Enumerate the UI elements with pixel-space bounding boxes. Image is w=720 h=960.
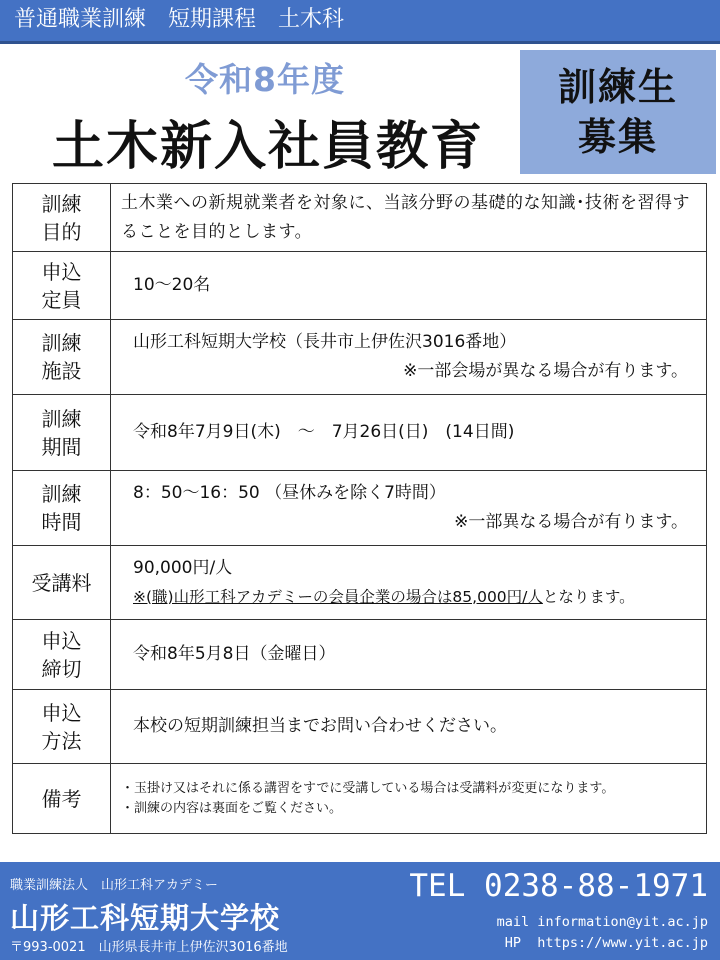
page-title: 土木新入社員教育 <box>51 117 484 177</box>
fee-note-member: ※(職)山形工科アカデミーの会員企業の場合は85,000円/人 <box>133 587 543 606</box>
purpose-text: 土木業への新規就業者を対象に、当該分野の基礎的な知識･技術を習得することを目的とします。 <box>121 192 690 242</box>
row-period <box>13 395 707 471</box>
row-label: 申込締切 <box>13 620 111 690</box>
footer-mail: mail information@yit.ac.jp <box>496 914 708 930</box>
row-content <box>111 395 707 471</box>
capacity-text: 10～20名 <box>133 275 211 295</box>
fee-note <box>133 583 702 612</box>
row-content <box>111 184 707 252</box>
period-text: 令和8年7月9日(木) ～ 7月26日(日) (14日間) <box>133 422 515 442</box>
row-label: 申込定員 <box>13 252 111 320</box>
hours-note: ※一部異なる場合が有ります。 <box>454 512 688 532</box>
row-content <box>111 690 707 764</box>
row-label: 申込方法 <box>13 690 111 764</box>
row-label: 訓練目的 <box>13 184 111 252</box>
row-content <box>111 471 707 546</box>
row-label: 備考 <box>13 764 111 834</box>
footer-org: 職業訓練法人 山形工科アカデミー <box>10 878 218 893</box>
footer-tel: TEL 0238-88-1971 <box>409 868 708 904</box>
remarks-line-2: ・訓練の内容は裏面をご覧ください。 <box>121 800 343 816</box>
footer-school-name: 山形工科短期大学校 <box>10 901 281 935</box>
row-content <box>111 252 707 320</box>
row-purpose <box>13 184 707 252</box>
row-fee <box>13 546 707 620</box>
hours-text: 8：50～16：50 （昼休みを除く7時間） <box>133 483 446 503</box>
row-hours <box>13 471 707 546</box>
row-label: 訓練期間 <box>13 395 111 471</box>
row-content <box>111 764 707 834</box>
row-remarks <box>13 764 707 834</box>
course-banner: 普通職業訓練 短期課程 土木科 <box>0 0 720 44</box>
recruit-badge-line1: 訓練生 <box>557 65 678 109</box>
row-label: 訓練施設 <box>13 320 111 395</box>
row-content <box>111 320 707 395</box>
deadline-text: 令和8年5月8日（金曜日） <box>133 644 336 664</box>
row-capacity <box>13 252 707 320</box>
fee-note-suffix: となります。 <box>542 587 635 606</box>
remarks-line-1: ・玉掛け又はそれに係る講習をすでに受講している場合は受講料が変更になります。 <box>121 780 615 796</box>
row-method <box>13 690 707 764</box>
recruit-badge <box>520 50 716 174</box>
footer-hp: HP https://www.yit.ac.jp <box>504 935 708 951</box>
footer <box>0 862 720 960</box>
row-deadline <box>13 620 707 690</box>
row-facility <box>13 320 707 395</box>
fee-text: 90,000円/人 <box>133 557 233 578</box>
facility-note: ※一部会場が異なる場合が有ります。 <box>403 361 688 381</box>
method-text: 本校の短期訓練担当までお問い合わせください。 <box>133 716 507 736</box>
row-label: 訓練時間 <box>13 471 111 546</box>
row-content <box>111 620 707 690</box>
row-content <box>111 546 707 620</box>
footer-address: 〒993-0021 山形県長井市上伊佐沢3016番地 <box>10 940 288 955</box>
recruit-badge-line2: 募集 <box>577 115 658 159</box>
row-label: 受講料 <box>13 546 111 620</box>
info-table <box>12 183 707 834</box>
facility-text: 山形工科短期大学校（長井市上伊佐沢3016番地） <box>133 332 517 352</box>
year-heading: 令和8年度 <box>185 60 345 99</box>
